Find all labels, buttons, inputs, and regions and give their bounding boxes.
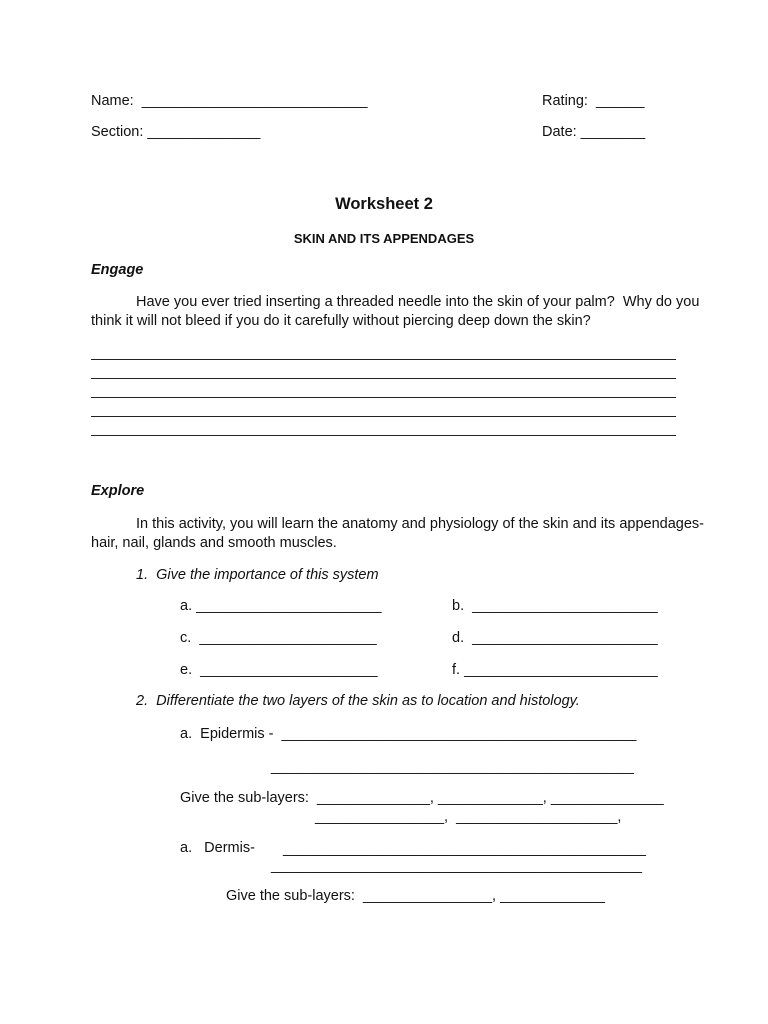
date-field[interactable]: Date: ________	[542, 124, 646, 140]
name-field[interactable]: Name: ____________________________	[91, 93, 368, 109]
dermis-continuation[interactable]: ______________________________________________	[271, 858, 642, 874]
section-field[interactable]: Section: ______________	[91, 124, 261, 140]
epidermis-sublayers[interactable]: Give the sub-layers: ______________, _____________, ______________	[180, 790, 664, 806]
explore-heading: Explore	[91, 483, 145, 499]
question-1: 1. Give the importance of this system	[136, 567, 379, 583]
q1-answer-b[interactable]: b. _______________________	[452, 598, 658, 614]
rating-field[interactable]: Rating: ______	[542, 93, 645, 109]
dermis-sublayers[interactable]: Give the sub-layers: ________________, _____________	[226, 888, 605, 904]
q1-answer-c[interactable]: c. ______________________	[180, 630, 377, 646]
question-2: 2. Differentiate the two layers of the skin as to location and histology.	[136, 693, 580, 709]
answer-line[interactable]	[91, 416, 676, 417]
dermis-field[interactable]: _____________________________________________	[283, 841, 646, 857]
epidermis-field[interactable]: a. Epidermis - ____________________________________________	[180, 726, 637, 742]
page-subtitle: SKIN AND ITS APPENDAGES	[293, 231, 475, 246]
explore-intro-line-1: In this activity, you will learn the anatomy and physiology of the skin and its appendages-	[136, 516, 704, 532]
engage-prompt-line-2: think it will not bleed if you do it carefully without piercing deep down the skin?	[91, 313, 591, 329]
engage-prompt-line-1: Have you ever tried inserting a threaded needle into the skin of your palm? Why do you	[136, 294, 700, 310]
q1-answer-f[interactable]: f. ________________________	[452, 662, 658, 678]
epidermis-sublayers-cont[interactable]: ________________, ____________________,	[315, 809, 622, 825]
epidermis-continuation[interactable]: _____________________________________________	[271, 759, 634, 775]
q1-answer-d[interactable]: d. _______________________	[452, 630, 658, 646]
answer-line[interactable]	[91, 435, 676, 436]
q1-answer-a[interactable]: a. _______________________	[180, 598, 382, 614]
page-title: Worksheet 2	[335, 195, 433, 213]
engage-heading: Engage	[91, 262, 144, 278]
dermis-label: a. Dermis-	[180, 840, 255, 856]
answer-line[interactable]	[91, 359, 676, 360]
answer-line[interactable]	[91, 378, 676, 379]
q1-answer-e[interactable]: e. ______________________	[180, 662, 378, 678]
explore-intro-line-2: hair, nail, glands and smooth muscles.	[91, 535, 337, 551]
answer-line[interactable]	[91, 397, 676, 398]
